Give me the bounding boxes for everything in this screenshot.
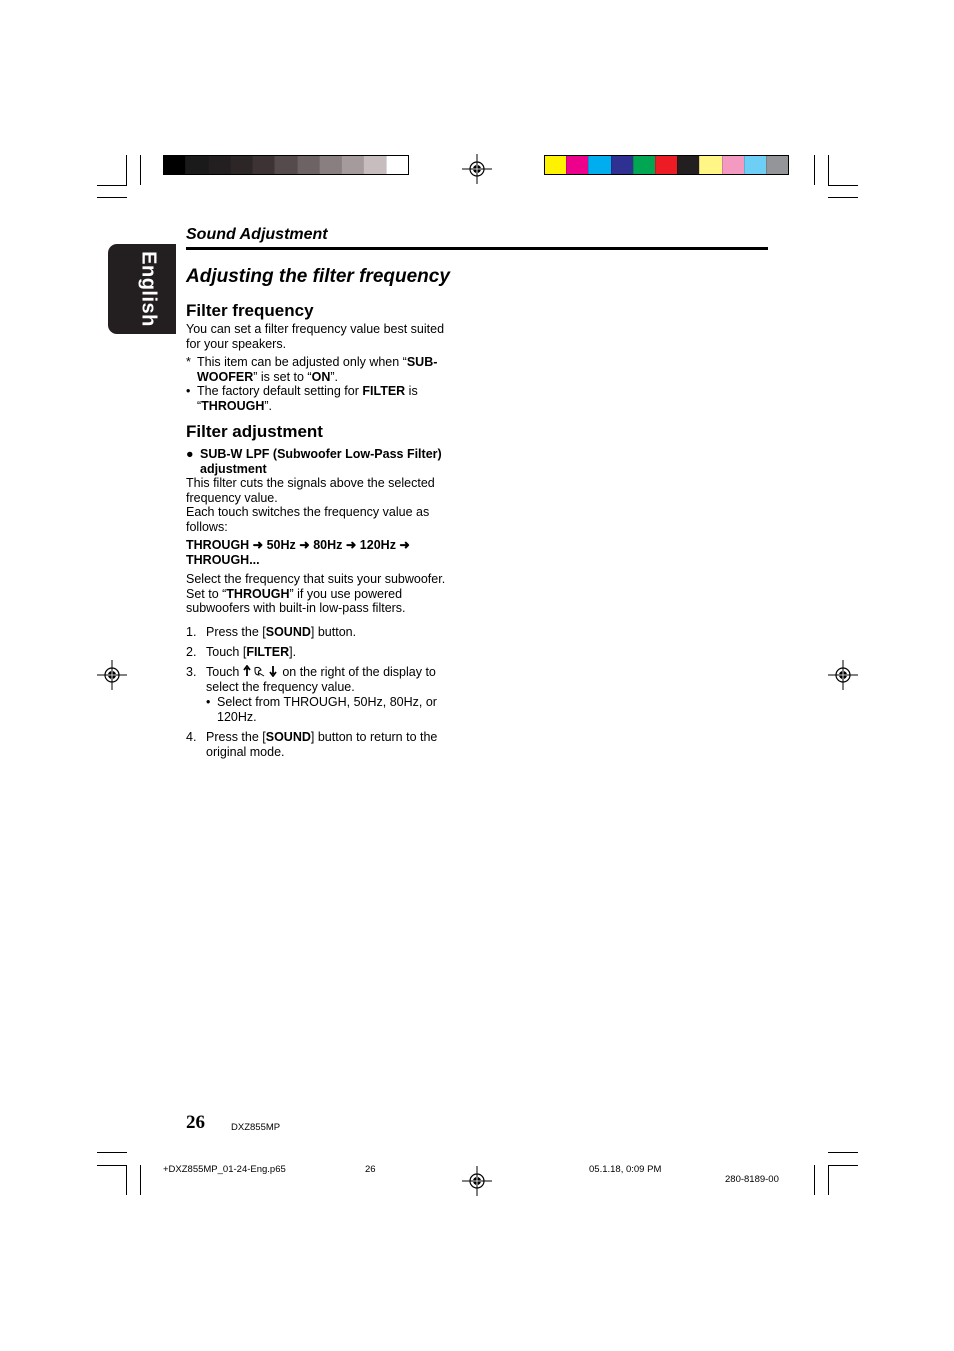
model-name: DXZ855MP — [231, 1122, 281, 1133]
step-3 — [186, 665, 456, 695]
color-swatch — [274, 156, 296, 174]
text-bold: THROUGH — [226, 586, 290, 601]
note-asterisk: * — [186, 355, 191, 369]
step-number: 3. — [186, 665, 197, 679]
file-date: 05.1.18, 0:09 PM — [589, 1164, 662, 1175]
color-swatch — [699, 156, 721, 174]
text: ]. — [289, 645, 297, 659]
text: ] button to return to the original mode. — [206, 730, 438, 759]
step-4 — [186, 730, 456, 760]
text-bold: FILTER — [246, 645, 290, 659]
filter-frequency-intro: You can set a filter frequency value best suited for your speakers. — [186, 322, 445, 351]
color-swatch — [363, 156, 385, 174]
color-swatch — [341, 156, 363, 174]
note-text: is “ — [197, 384, 418, 413]
registration-mark-icon — [462, 1166, 492, 1196]
gray-color-bar — [163, 155, 409, 175]
text: Touch [ — [206, 645, 247, 659]
bullet: • — [206, 695, 211, 709]
registration-mark-icon — [97, 660, 127, 690]
step-2 — [186, 645, 456, 660]
color-swatch — [185, 156, 207, 174]
color-swatch — [208, 156, 230, 174]
page-number: 26 — [186, 1112, 205, 1133]
process-color-bar — [544, 155, 789, 175]
color-swatch — [588, 156, 610, 174]
step-number: 1. — [186, 625, 197, 639]
color-swatch — [566, 156, 588, 174]
up-down-arrows-icon — [243, 665, 279, 677]
step-number: 2. — [186, 645, 197, 659]
file-name: +DXZ855MP_01-24-Eng.p65 — [163, 1164, 286, 1175]
bullet: • — [186, 384, 191, 398]
step-3-sub — [206, 695, 456, 725]
color-swatch — [633, 156, 655, 174]
text: Select the frequency that suits your subwoofer. Set to “ — [186, 572, 446, 601]
sub-w-lpf-item — [186, 447, 456, 476]
text-bold: SOUND — [265, 625, 311, 639]
note-default — [186, 384, 456, 413]
note-subwoofer — [186, 355, 456, 384]
text: on the right of the display to select the frequency value. — [206, 665, 436, 694]
text: Touch — [206, 665, 243, 679]
text: ” if you use powered subwoofers with built-in low-pass filters. — [186, 586, 406, 615]
color-swatch — [722, 156, 744, 174]
bullet-icon: ● — [186, 447, 194, 461]
frequency-sequence: THROUGH ➜ 50Hz ➜ 80Hz ➜ 120Hz ➜ THROUGH... — [186, 538, 410, 567]
filter-frequency-heading: Filter frequency — [186, 301, 314, 320]
color-swatch — [319, 156, 341, 174]
select-frequency-text — [186, 572, 456, 616]
text: Press the [ — [206, 625, 266, 639]
color-swatch — [677, 156, 699, 174]
filter-desc: This filter cuts the signals above the selected frequency value. — [186, 476, 435, 505]
note-text: ” is set to “ — [253, 369, 312, 384]
color-swatch — [164, 156, 185, 174]
color-swatch — [545, 156, 566, 174]
sub-w-lpf-title: SUB-W LPF (Subwoofer Low-Pass Filter) adjustment — [200, 447, 442, 476]
step-1 — [186, 625, 456, 640]
note-text: This item can be adjusted only when “ — [197, 355, 407, 369]
language-tab-label: English — [137, 251, 160, 327]
note-bold: ON — [311, 369, 331, 384]
color-swatch — [766, 156, 788, 174]
color-swatch — [297, 156, 319, 174]
note-text: ”. — [330, 369, 338, 384]
color-swatch — [252, 156, 274, 174]
registration-mark-icon — [462, 154, 492, 184]
note-text: ”. — [264, 398, 273, 413]
text: Select from THROUGH, 50Hz, 80Hz, or 120Hz. — [217, 695, 437, 724]
registration-mark-icon — [828, 660, 858, 690]
step-number: 4. — [186, 730, 197, 744]
note-bold: FILTER — [362, 384, 406, 398]
color-swatch — [230, 156, 252, 174]
text: ] button. — [310, 625, 357, 639]
filter-adjustment-heading: Filter adjustment — [186, 422, 323, 441]
page-title: Adjusting the filter frequency — [186, 266, 450, 287]
note-bold: THROUGH — [201, 398, 265, 413]
text-bold: SOUND — [265, 730, 311, 744]
color-swatch — [744, 156, 766, 174]
color-swatch — [655, 156, 677, 174]
section-label: Sound Adjustment — [186, 226, 328, 243]
file-page: 26 — [365, 1164, 376, 1175]
color-swatch — [611, 156, 633, 174]
text: Press the [ — [206, 730, 266, 744]
filter-desc-switch: Each touch switches the frequency value as follows: — [186, 505, 430, 534]
color-swatch — [386, 156, 408, 174]
note-bold: SUB-WOOFER — [197, 355, 438, 384]
note-text: The factory default setting for — [197, 384, 363, 398]
part-code: 280-8189-00 — [725, 1174, 779, 1185]
section-divider — [186, 247, 768, 250]
